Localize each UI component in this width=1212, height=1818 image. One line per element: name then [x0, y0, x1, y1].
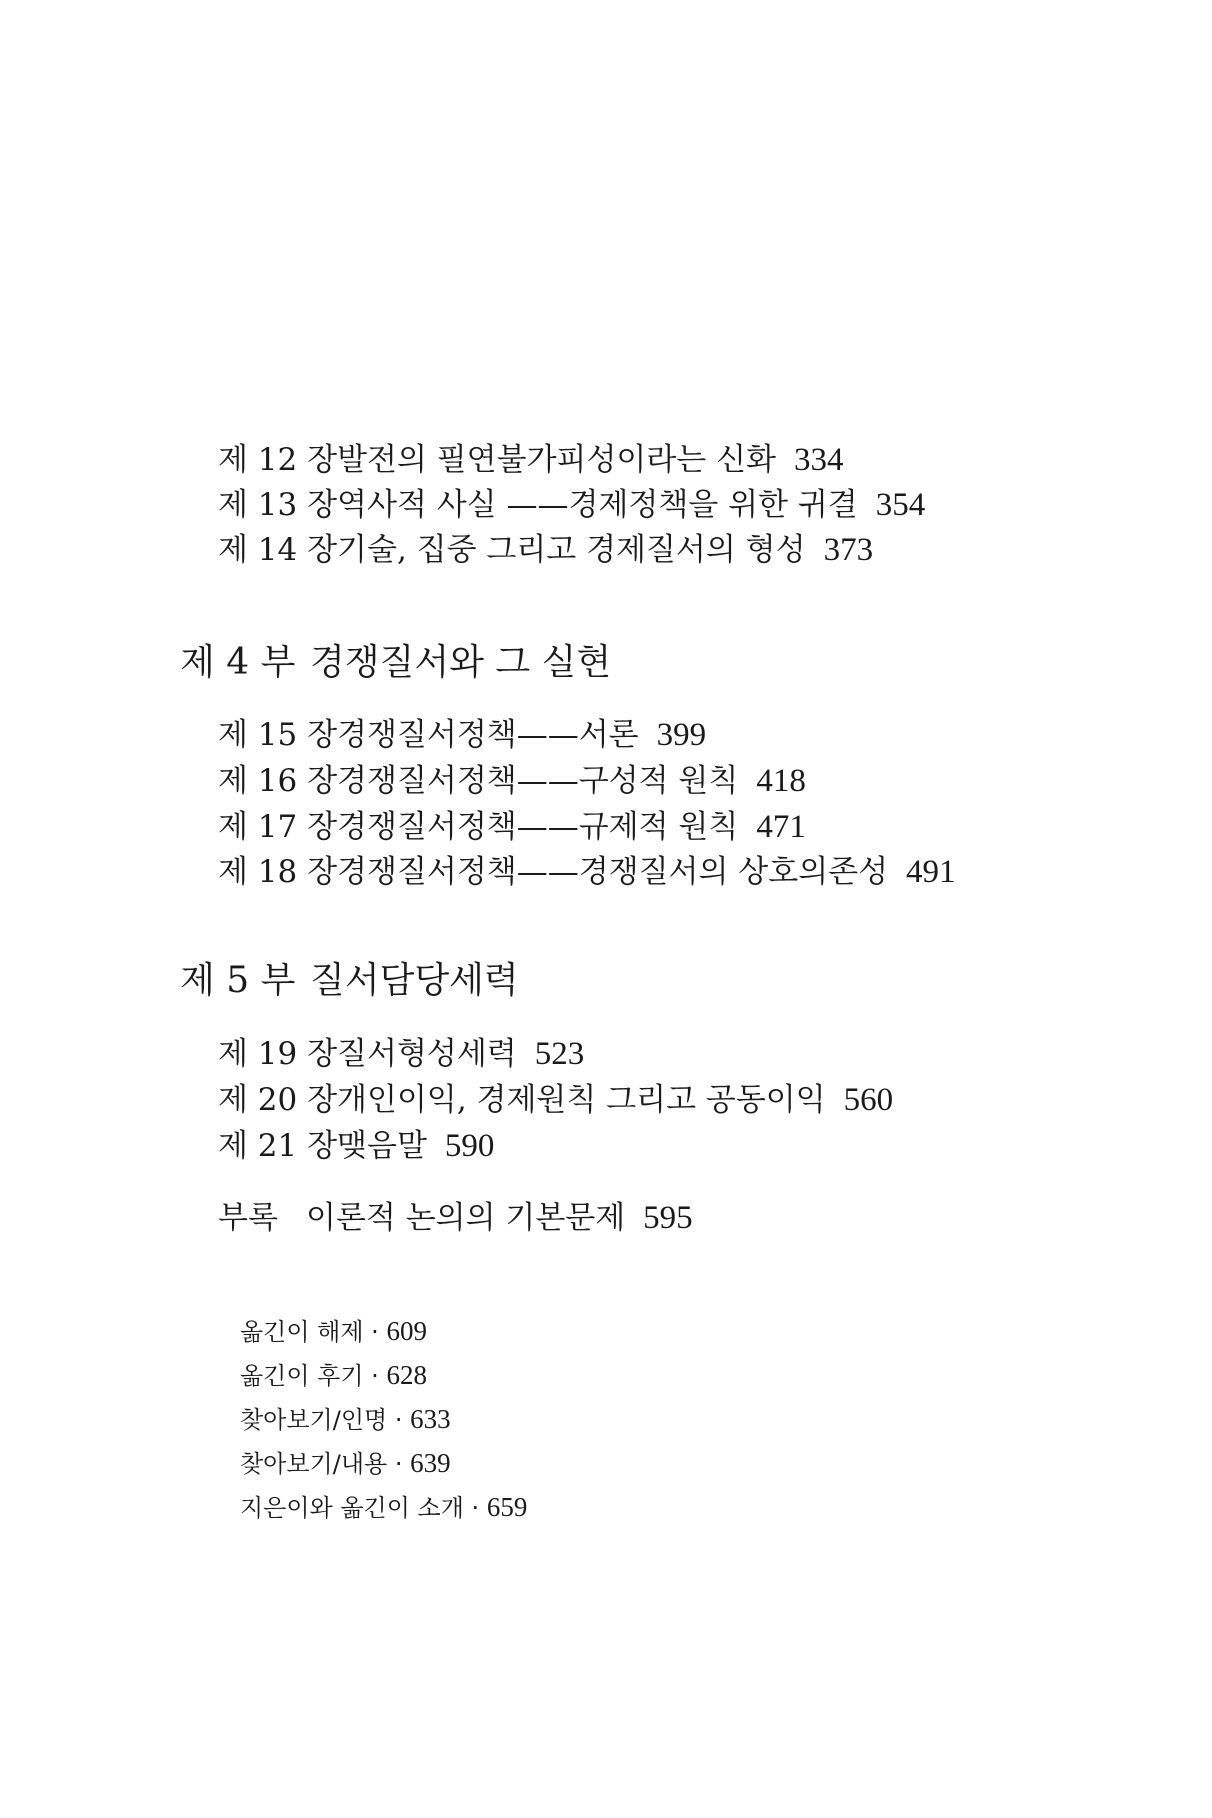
chapter-title: 경쟁질서정책——경쟁질서의 상호의존성	[337, 854, 889, 890]
chapter-number: 제 17 장	[218, 809, 338, 845]
back-matter-title: 찾아보기/내용 ·	[240, 1450, 411, 1478]
appendix-title: 이론적 논의의 기본문제	[306, 1200, 626, 1236]
chapter-page: 523	[534, 1036, 585, 1072]
back-matter-page: 639	[410, 1448, 451, 1478]
part-title: 경쟁질서와 그 실현	[310, 642, 612, 683]
toc-part-5-heading[interactable]	[180, 960, 519, 1001]
toc-entry-chapter-14[interactable]	[218, 534, 873, 567]
chapter-page: 334	[794, 442, 844, 478]
chapter-number: 제 18 장	[218, 854, 338, 890]
chapter-title: 경쟁질서정책——서론	[337, 717, 639, 753]
chapter-title: 경쟁질서정책——규제적 원칙	[337, 809, 739, 845]
back-matter-title: 옮긴이 후기 ·	[240, 1362, 387, 1390]
chapter-page: 560	[843, 1082, 894, 1118]
chapter-title: 발전의 필연불가피성이라는 신화	[337, 442, 776, 478]
appendix-page: 595	[643, 1200, 693, 1236]
chapter-number: 제 19 장	[218, 1036, 338, 1072]
chapter-number: 제 13 장	[218, 487, 338, 523]
part-number: 제 4 부	[180, 642, 296, 683]
chapter-page: 471	[756, 809, 806, 845]
chapter-number: 제 16 장	[218, 763, 338, 799]
appendix-label: 부록	[218, 1200, 278, 1236]
chapter-number: 제 14 장	[218, 532, 338, 568]
toc-entry-chapter-19[interactable]	[218, 1038, 584, 1071]
back-matter-title: 찾아보기/인명 ·	[240, 1406, 411, 1434]
chapter-number: 제 12 장	[218, 442, 338, 478]
toc-entry-appendix[interactable]	[218, 1202, 693, 1235]
chapter-page: 354	[875, 487, 926, 523]
toc-entry-about-authors[interactable]	[240, 1494, 527, 1521]
back-matter-page: 609	[386, 1316, 427, 1346]
toc-entry-chapter-18[interactable]	[218, 856, 956, 889]
chapter-number: 제 20 장	[218, 1082, 338, 1118]
toc-entry-chapter-20[interactable]	[218, 1084, 893, 1117]
toc-entry-translator-commentary[interactable]	[240, 1318, 427, 1345]
back-matter-page: 633	[410, 1404, 451, 1434]
back-matter-page: 659	[486, 1492, 528, 1522]
chapter-page: 418	[756, 763, 806, 799]
chapter-page: 373	[823, 532, 874, 568]
chapter-title: 기술, 집중 그리고 경제질서의 형성	[337, 532, 806, 568]
toc-part-4-heading[interactable]	[180, 642, 612, 683]
toc-entry-chapter-17[interactable]	[218, 811, 806, 844]
toc-entry-chapter-13[interactable]	[218, 489, 925, 522]
chapter-title: 맺음말	[337, 1128, 427, 1164]
chapter-page: 399	[656, 717, 707, 753]
part-title: 질서담당세력	[310, 960, 519, 1001]
toc-entry-chapter-15[interactable]	[218, 719, 706, 752]
toc-entry-translator-afterword[interactable]	[240, 1362, 427, 1389]
toc-entry-chapter-21[interactable]	[218, 1130, 494, 1163]
part-number: 제 5 부	[180, 960, 296, 1001]
chapter-page: 590	[444, 1128, 495, 1164]
toc-entry-chapter-12[interactable]	[218, 444, 844, 477]
back-matter-title: 옮긴이 해제 ·	[240, 1318, 387, 1346]
chapter-number: 제 15 장	[218, 717, 338, 753]
toc-entry-index-subjects[interactable]	[240, 1450, 451, 1477]
back-matter-page: 628	[386, 1360, 427, 1390]
chapter-number: 제 21 장	[218, 1128, 338, 1164]
chapter-page: 491	[906, 854, 956, 890]
toc-entry-chapter-16[interactable]	[218, 765, 806, 798]
chapter-title: 역사적 사실 ——경제정책을 위한 귀결	[337, 487, 858, 523]
toc-entry-index-names[interactable]	[240, 1406, 451, 1433]
chapter-title: 경쟁질서정책——구성적 원칙	[337, 763, 739, 799]
chapter-title: 개인이익, 경제원칙 그리고 공동이익	[337, 1082, 826, 1118]
back-matter-title: 지은이와 옮긴이 소개 ·	[240, 1494, 487, 1522]
chapter-title: 질서형성세력	[337, 1036, 517, 1072]
